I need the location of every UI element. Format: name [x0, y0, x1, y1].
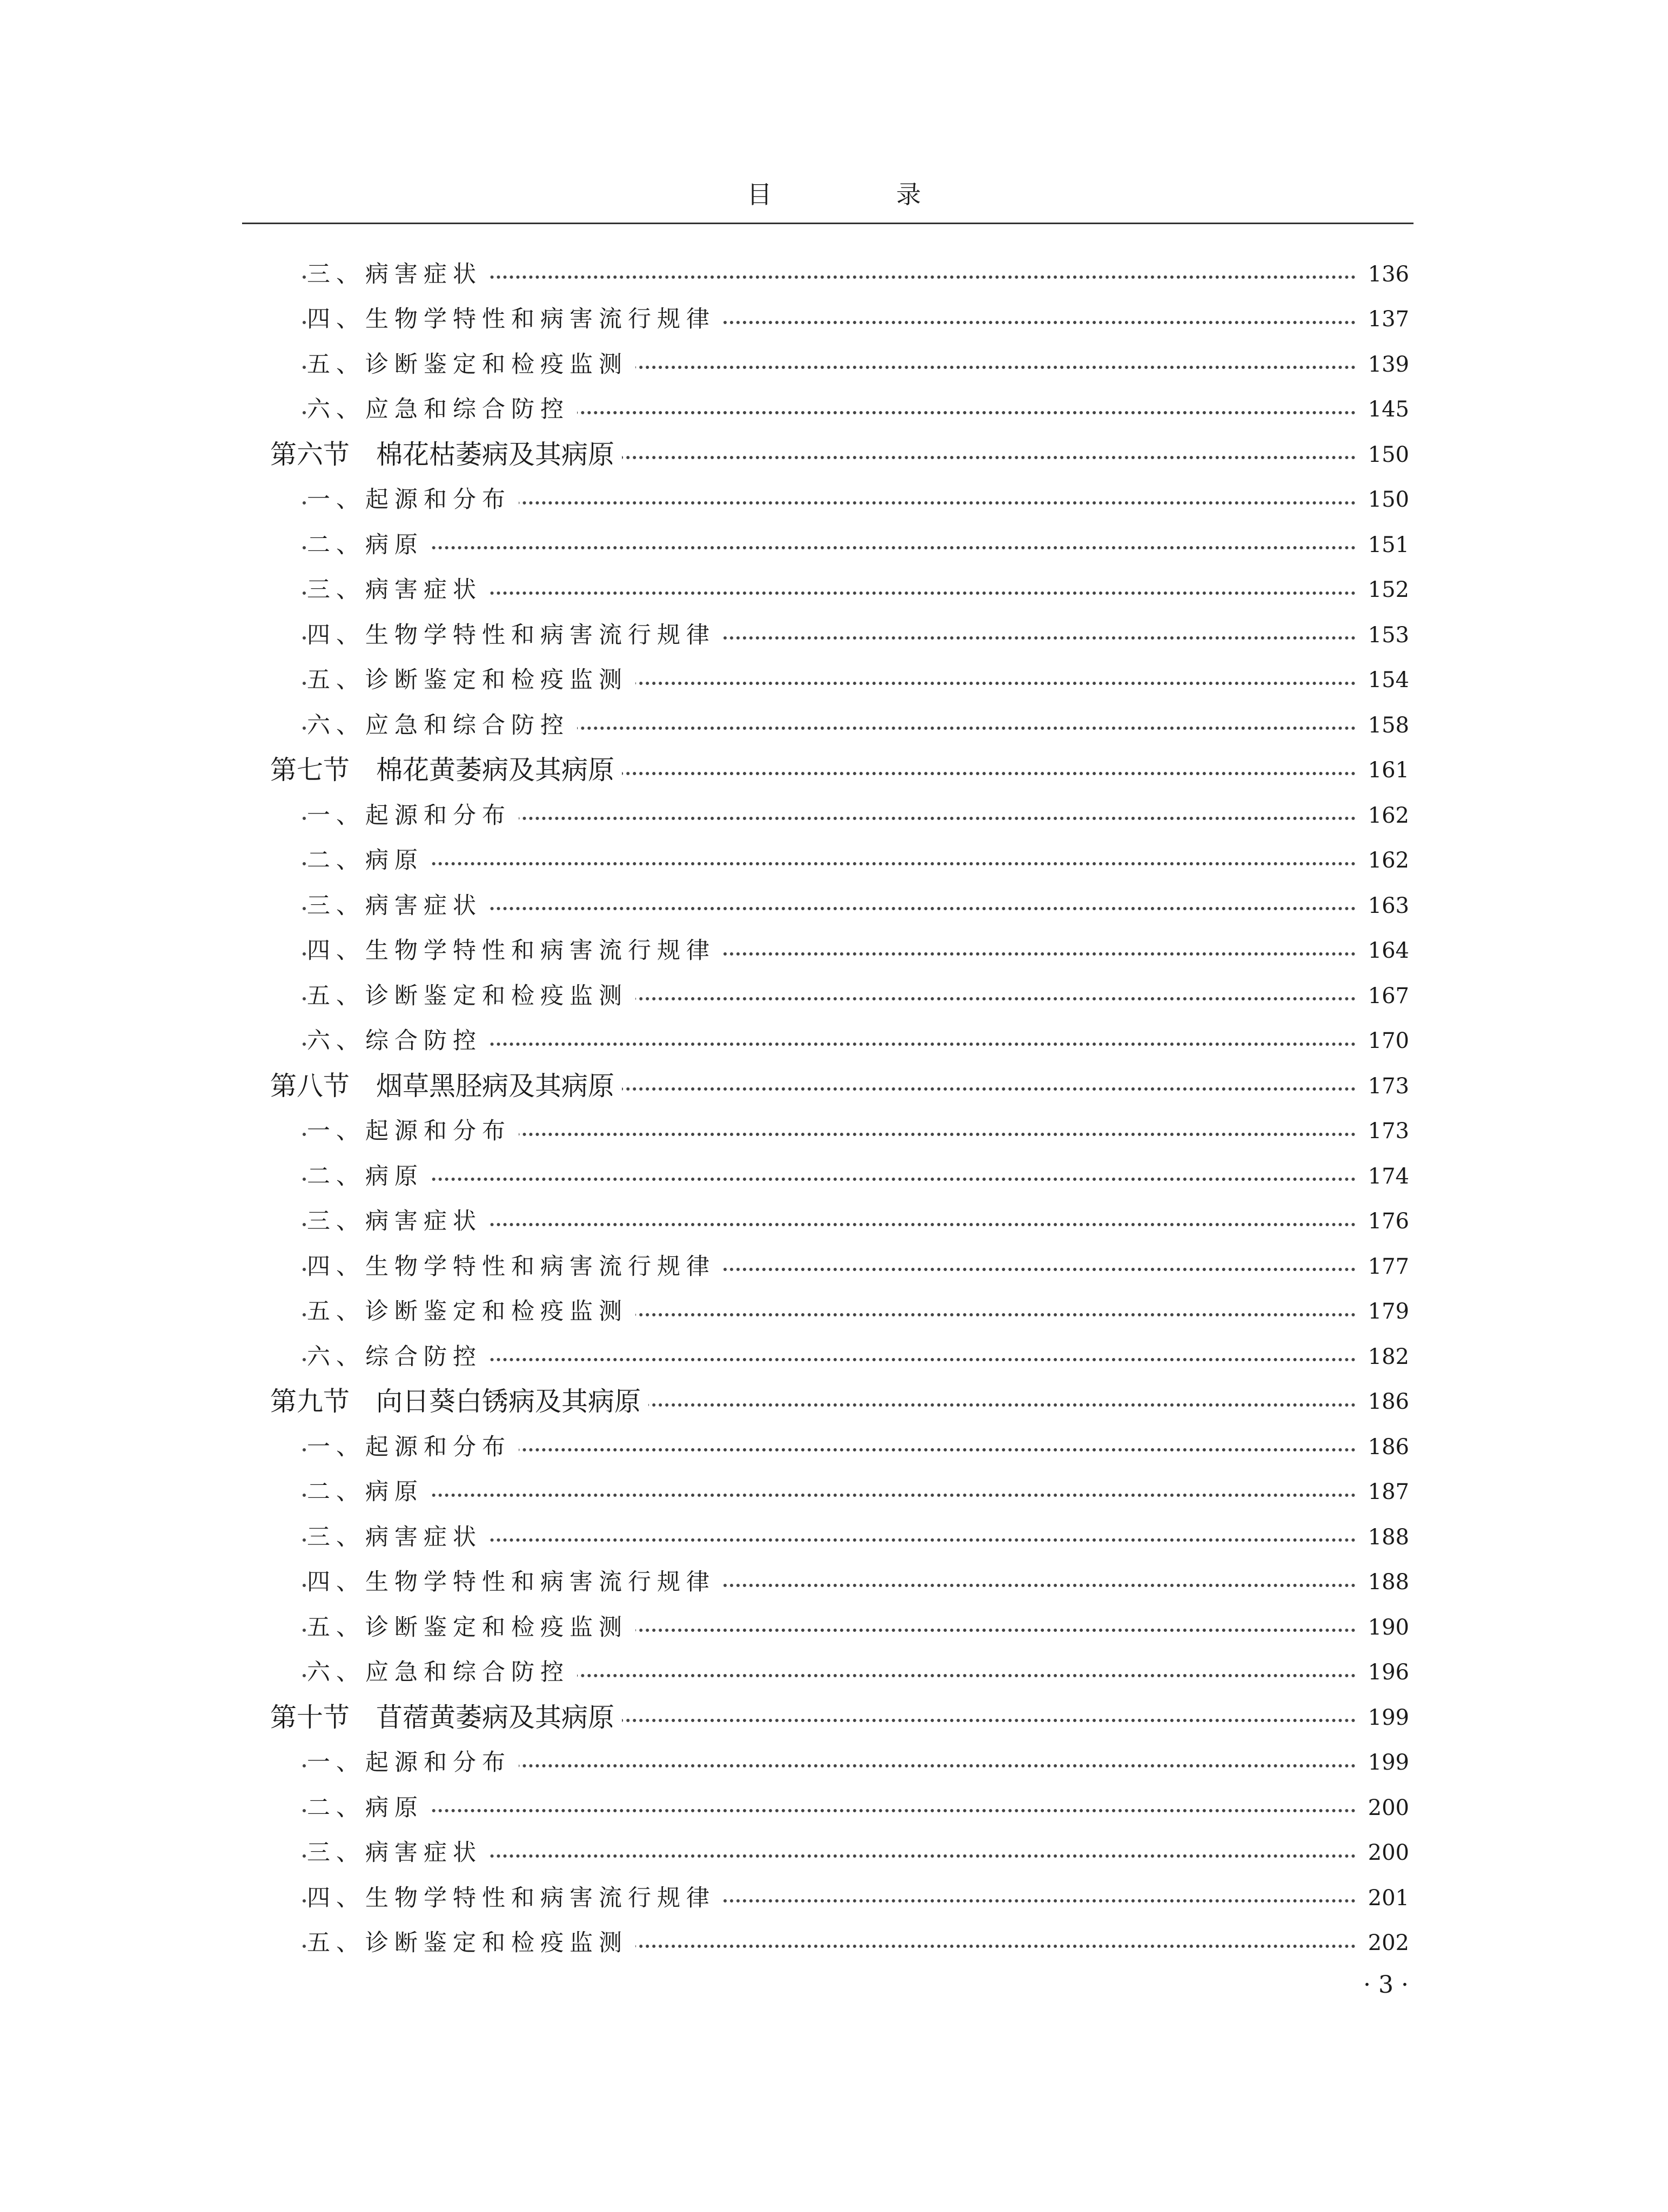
toc-entry-page-number: 152	[1361, 574, 1409, 606]
toc-subsection-entry[interactable]	[0, 297, 1668, 342]
toc-entry-page-number: 179	[1361, 1295, 1409, 1328]
toc-section-entry[interactable]	[0, 748, 1668, 794]
toc-subsection-entry[interactable]	[0, 1154, 1668, 1199]
toc-entry-title: 三、病害症状	[307, 890, 490, 922]
toc-entry-title: 四、生物学特性和病害流行规律	[307, 1566, 723, 1598]
toc-subsection-entry[interactable]	[0, 1921, 1668, 1966]
toc-section-entry[interactable]	[0, 1380, 1668, 1425]
toc-entry-title: 第八节 烟草黑胫病及其病原	[270, 1070, 622, 1102]
toc-subsection-entry[interactable]	[0, 1650, 1668, 1696]
toc-entry-title: 三、病害症状	[307, 574, 490, 606]
toc-entry-title: 三、病害症状	[307, 1205, 490, 1238]
toc-subsection-entry[interactable]	[0, 1875, 1668, 1921]
toc-entry-title: 五、诊断鉴定和检疫监测	[307, 1611, 635, 1644]
dot-leader	[303, 1178, 1356, 1181]
toc-subsection-entry[interactable]	[0, 1605, 1668, 1650]
toc-entry-page-number: 200	[1361, 1837, 1409, 1869]
toc-subsection-entry[interactable]	[0, 883, 1668, 929]
toc-entry-title: 二、病原	[307, 529, 431, 561]
toc-entry-title: 三、病害症状	[307, 1521, 490, 1554]
toc-entry-title: 二、病原	[307, 844, 431, 877]
toc-entry-page-number: 162	[1361, 844, 1409, 877]
toc-entry-page-number: 177	[1361, 1250, 1409, 1283]
toc-entry-page-number: 150	[1361, 439, 1409, 471]
toc-entry-title: 二、病原	[307, 1160, 431, 1193]
toc-entry-page-number: 136	[1361, 258, 1409, 291]
toc-section-entry[interactable]	[0, 1064, 1668, 1109]
toc-entry-page-number: 173	[1361, 1115, 1409, 1147]
toc-entry-page-number: 176	[1361, 1205, 1409, 1238]
toc-subsection-entry[interactable]	[0, 342, 1668, 387]
toc-subsection-entry[interactable]	[0, 929, 1668, 974]
toc-entry-title: 四、生物学特性和病害流行规律	[307, 1250, 723, 1283]
dot-leader	[303, 546, 1356, 549]
toc-subsection-entry[interactable]	[0, 252, 1668, 297]
toc-entry-page-number: 201	[1361, 1882, 1409, 1914]
toc-entry-title: 四、生物学特性和病害流行规律	[307, 934, 723, 967]
dot-leader	[303, 1809, 1356, 1812]
toc-subsection-entry[interactable]	[0, 1831, 1668, 1876]
toc-entry-page-number: 173	[1361, 1070, 1409, 1102]
toc-entry-title: 一、起源和分布	[307, 1115, 519, 1147]
toc-subsection-entry[interactable]	[0, 1424, 1668, 1470]
toc-entry-title: 一、起源和分布	[307, 483, 519, 516]
toc-entry-title: 一、起源和分布	[307, 1746, 519, 1779]
toc-entry-title: 六、综合防控	[307, 1025, 490, 1057]
toc-subsection-entry[interactable]	[0, 1785, 1668, 1831]
toc-subsection-entry[interactable]	[0, 703, 1668, 748]
toc-subsection-entry[interactable]	[0, 1515, 1668, 1560]
toc-entry-page-number: 186	[1361, 1431, 1409, 1463]
toc-entry-page-number: 174	[1361, 1160, 1409, 1193]
toc-entry-title: 六、应急和综合防控	[307, 709, 577, 742]
toc-entry-page-number: 158	[1361, 709, 1409, 742]
toc-entry-title: 第十节 苜蓿黄萎病及其病原	[270, 1702, 622, 1734]
toc-entry-page-number: 153	[1361, 619, 1409, 651]
toc-subsection-entry[interactable]	[0, 1289, 1668, 1335]
toc-entry-title: 六、应急和综合防控	[307, 393, 577, 426]
toc-section-entry[interactable]	[0, 1695, 1668, 1740]
toc-entry-page-number: 145	[1361, 393, 1409, 426]
toc-subsection-entry[interactable]	[0, 973, 1668, 1019]
toc-entry-page-number: 151	[1361, 529, 1409, 561]
page-title: 目 录	[747, 180, 971, 209]
toc-entry-title: 五、诊断鉴定和检疫监测	[307, 980, 635, 1012]
toc-entry-page-number: 170	[1361, 1025, 1409, 1057]
toc-subsection-entry[interactable]	[0, 478, 1668, 523]
toc-entry-page-number: 186	[1361, 1386, 1409, 1418]
table-of-contents	[0, 252, 1668, 1966]
toc-subsection-entry[interactable]	[0, 658, 1668, 703]
toc-entry-title: 六、综合防控	[307, 1341, 490, 1373]
toc-entry-page-number: 200	[1361, 1792, 1409, 1824]
toc-subsection-entry[interactable]	[0, 568, 1668, 613]
toc-entry-title: 四、生物学特性和病害流行规律	[307, 303, 723, 335]
toc-subsection-entry[interactable]	[0, 1560, 1668, 1605]
toc-entry-page-number: 188	[1361, 1566, 1409, 1598]
toc-subsection-entry[interactable]	[0, 522, 1668, 568]
page-number: · 3 ·	[1363, 1971, 1409, 1999]
toc-subsection-entry[interactable]	[0, 1199, 1668, 1245]
toc-entry-page-number: 139	[1361, 348, 1409, 381]
toc-entry-page-number: 182	[1361, 1341, 1409, 1373]
toc-entry-page-number: 190	[1361, 1611, 1409, 1644]
toc-subsection-entry[interactable]	[0, 793, 1668, 838]
toc-entry-page-number: 163	[1361, 890, 1409, 922]
toc-subsection-entry[interactable]	[0, 1019, 1668, 1064]
dot-leader	[303, 1494, 1356, 1497]
toc-entry-page-number: 137	[1361, 303, 1409, 335]
toc-entry-page-number: 187	[1361, 1476, 1409, 1508]
toc-entry-title: 五、诊断鉴定和检疫监测	[307, 348, 635, 381]
toc-entry-title: 四、生物学特性和病害流行规律	[307, 619, 723, 651]
toc-entry-title: 五、诊断鉴定和检疫监测	[307, 664, 635, 696]
toc-entry-title: 三、病害症状	[307, 258, 490, 291]
toc-subsection-entry[interactable]	[0, 387, 1668, 433]
toc-entry-page-number: 154	[1361, 664, 1409, 696]
toc-entry-title: 五、诊断鉴定和检疫监测	[307, 1927, 635, 1959]
toc-subsection-entry[interactable]	[0, 1470, 1668, 1515]
toc-entry-title: 四、生物学特性和病害流行规律	[307, 1882, 723, 1914]
toc-entry-title: 六、应急和综合防控	[307, 1656, 577, 1689]
toc-entry-page-number: 161	[1361, 754, 1409, 786]
toc-entry-title: 第七节 棉花黄萎病及其病原	[270, 754, 622, 786]
toc-entry-page-number: 199	[1361, 1746, 1409, 1779]
toc-entry-page-number: 164	[1361, 934, 1409, 967]
header-rule	[242, 223, 1414, 224]
toc-entry-title: 二、病原	[307, 1476, 431, 1508]
toc-entry-page-number: 150	[1361, 483, 1409, 516]
toc-entry-title: 二、病原	[307, 1792, 431, 1824]
toc-subsection-entry[interactable]	[0, 1244, 1668, 1289]
toc-entry-page-number: 188	[1361, 1521, 1409, 1554]
dot-leader	[303, 862, 1356, 865]
toc-entry-page-number: 202	[1361, 1927, 1409, 1959]
toc-entry-title: 第六节 棉花枯萎病及其病原	[270, 439, 622, 471]
toc-entry-title: 一、起源和分布	[307, 799, 519, 832]
toc-entry-title: 第九节 向日葵白锈病及其病原	[270, 1386, 648, 1418]
toc-subsection-entry[interactable]	[0, 1109, 1668, 1154]
toc-entry-page-number: 167	[1361, 980, 1409, 1012]
toc-entry-page-number: 196	[1361, 1656, 1409, 1689]
toc-subsection-entry[interactable]	[0, 1334, 1668, 1380]
toc-entry-page-number: 162	[1361, 799, 1409, 832]
toc-entry-title: 五、诊断鉴定和检疫监测	[307, 1295, 635, 1328]
toc-subsection-entry[interactable]	[0, 838, 1668, 884]
toc-entry-title: 一、起源和分布	[307, 1431, 519, 1463]
toc-entry-page-number: 199	[1361, 1702, 1409, 1734]
toc-section-entry[interactable]	[0, 432, 1668, 478]
toc-entry-title: 三、病害症状	[307, 1837, 490, 1869]
toc-subsection-entry[interactable]	[0, 613, 1668, 658]
toc-subsection-entry[interactable]	[0, 1740, 1668, 1786]
